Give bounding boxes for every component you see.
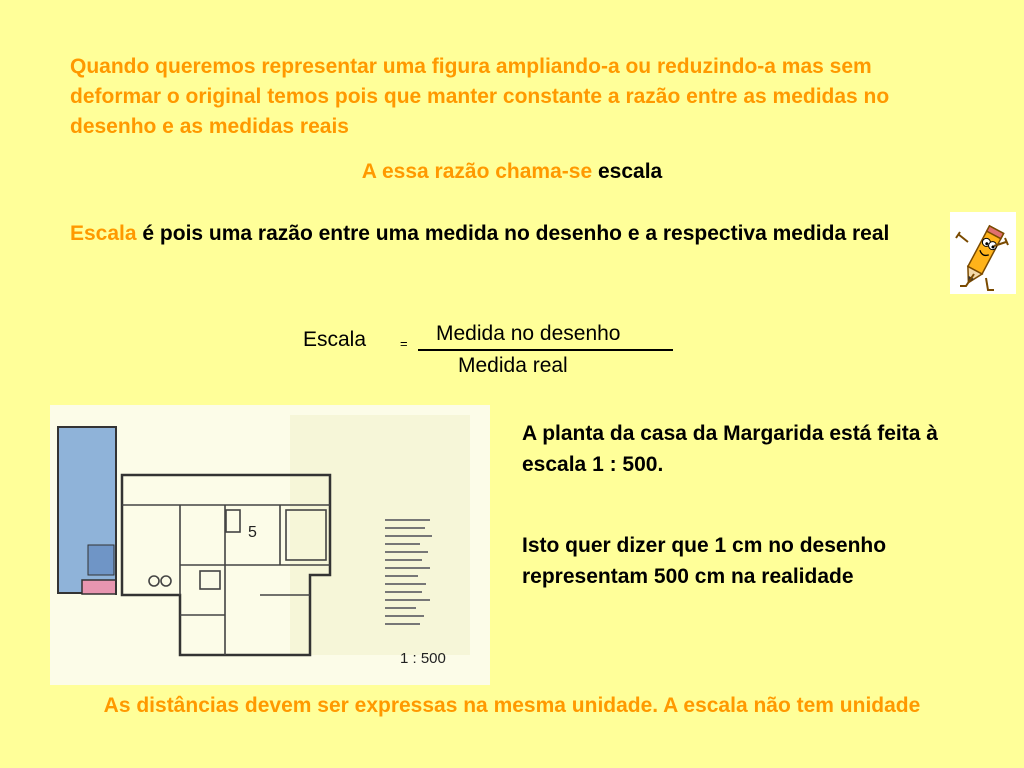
pencil-character-icon [950, 212, 1016, 294]
plan-scale-text: A planta da casa da Margarida está feita à escala 1 : 500. [522, 422, 938, 476]
formula-label: Escala [303, 328, 367, 351]
formula-numerator: Medida no desenho [436, 322, 621, 345]
floor-plan-image [50, 405, 490, 685]
definition-word: Escala [70, 222, 137, 245]
intro-text: Quando queremos representar uma figura ampliando-a ou reduzindo-a mas sem deformar o original temos pois que manter constante a razão entre as medidas no desenho e as medidas reais [70, 55, 890, 138]
footer-note: As distâncias devem ser expressas na mesma unidade. A escala não tem unidade [103, 694, 921, 717]
definition-text [70, 218, 940, 249]
scale-name-line [0, 160, 1024, 184]
formula-equals: = [400, 336, 408, 351]
formula-denominator: Medida real [458, 354, 568, 377]
fraction-bar [418, 349, 673, 351]
plan-room-label: 5 [248, 524, 257, 541]
plan-scale-label: 1 : 500 [400, 650, 446, 667]
scale-name-word: escala [597, 160, 663, 183]
definition-rest: é pois uma razão entre uma medida no desenho e a respectiva medida real [136, 222, 890, 245]
scale-meaning-text: Isto quer dizer que 1 cm no desenho representam 500 cm na realidade [522, 534, 887, 588]
scale-name-prefix: A essa razão chama-se [361, 160, 598, 183]
